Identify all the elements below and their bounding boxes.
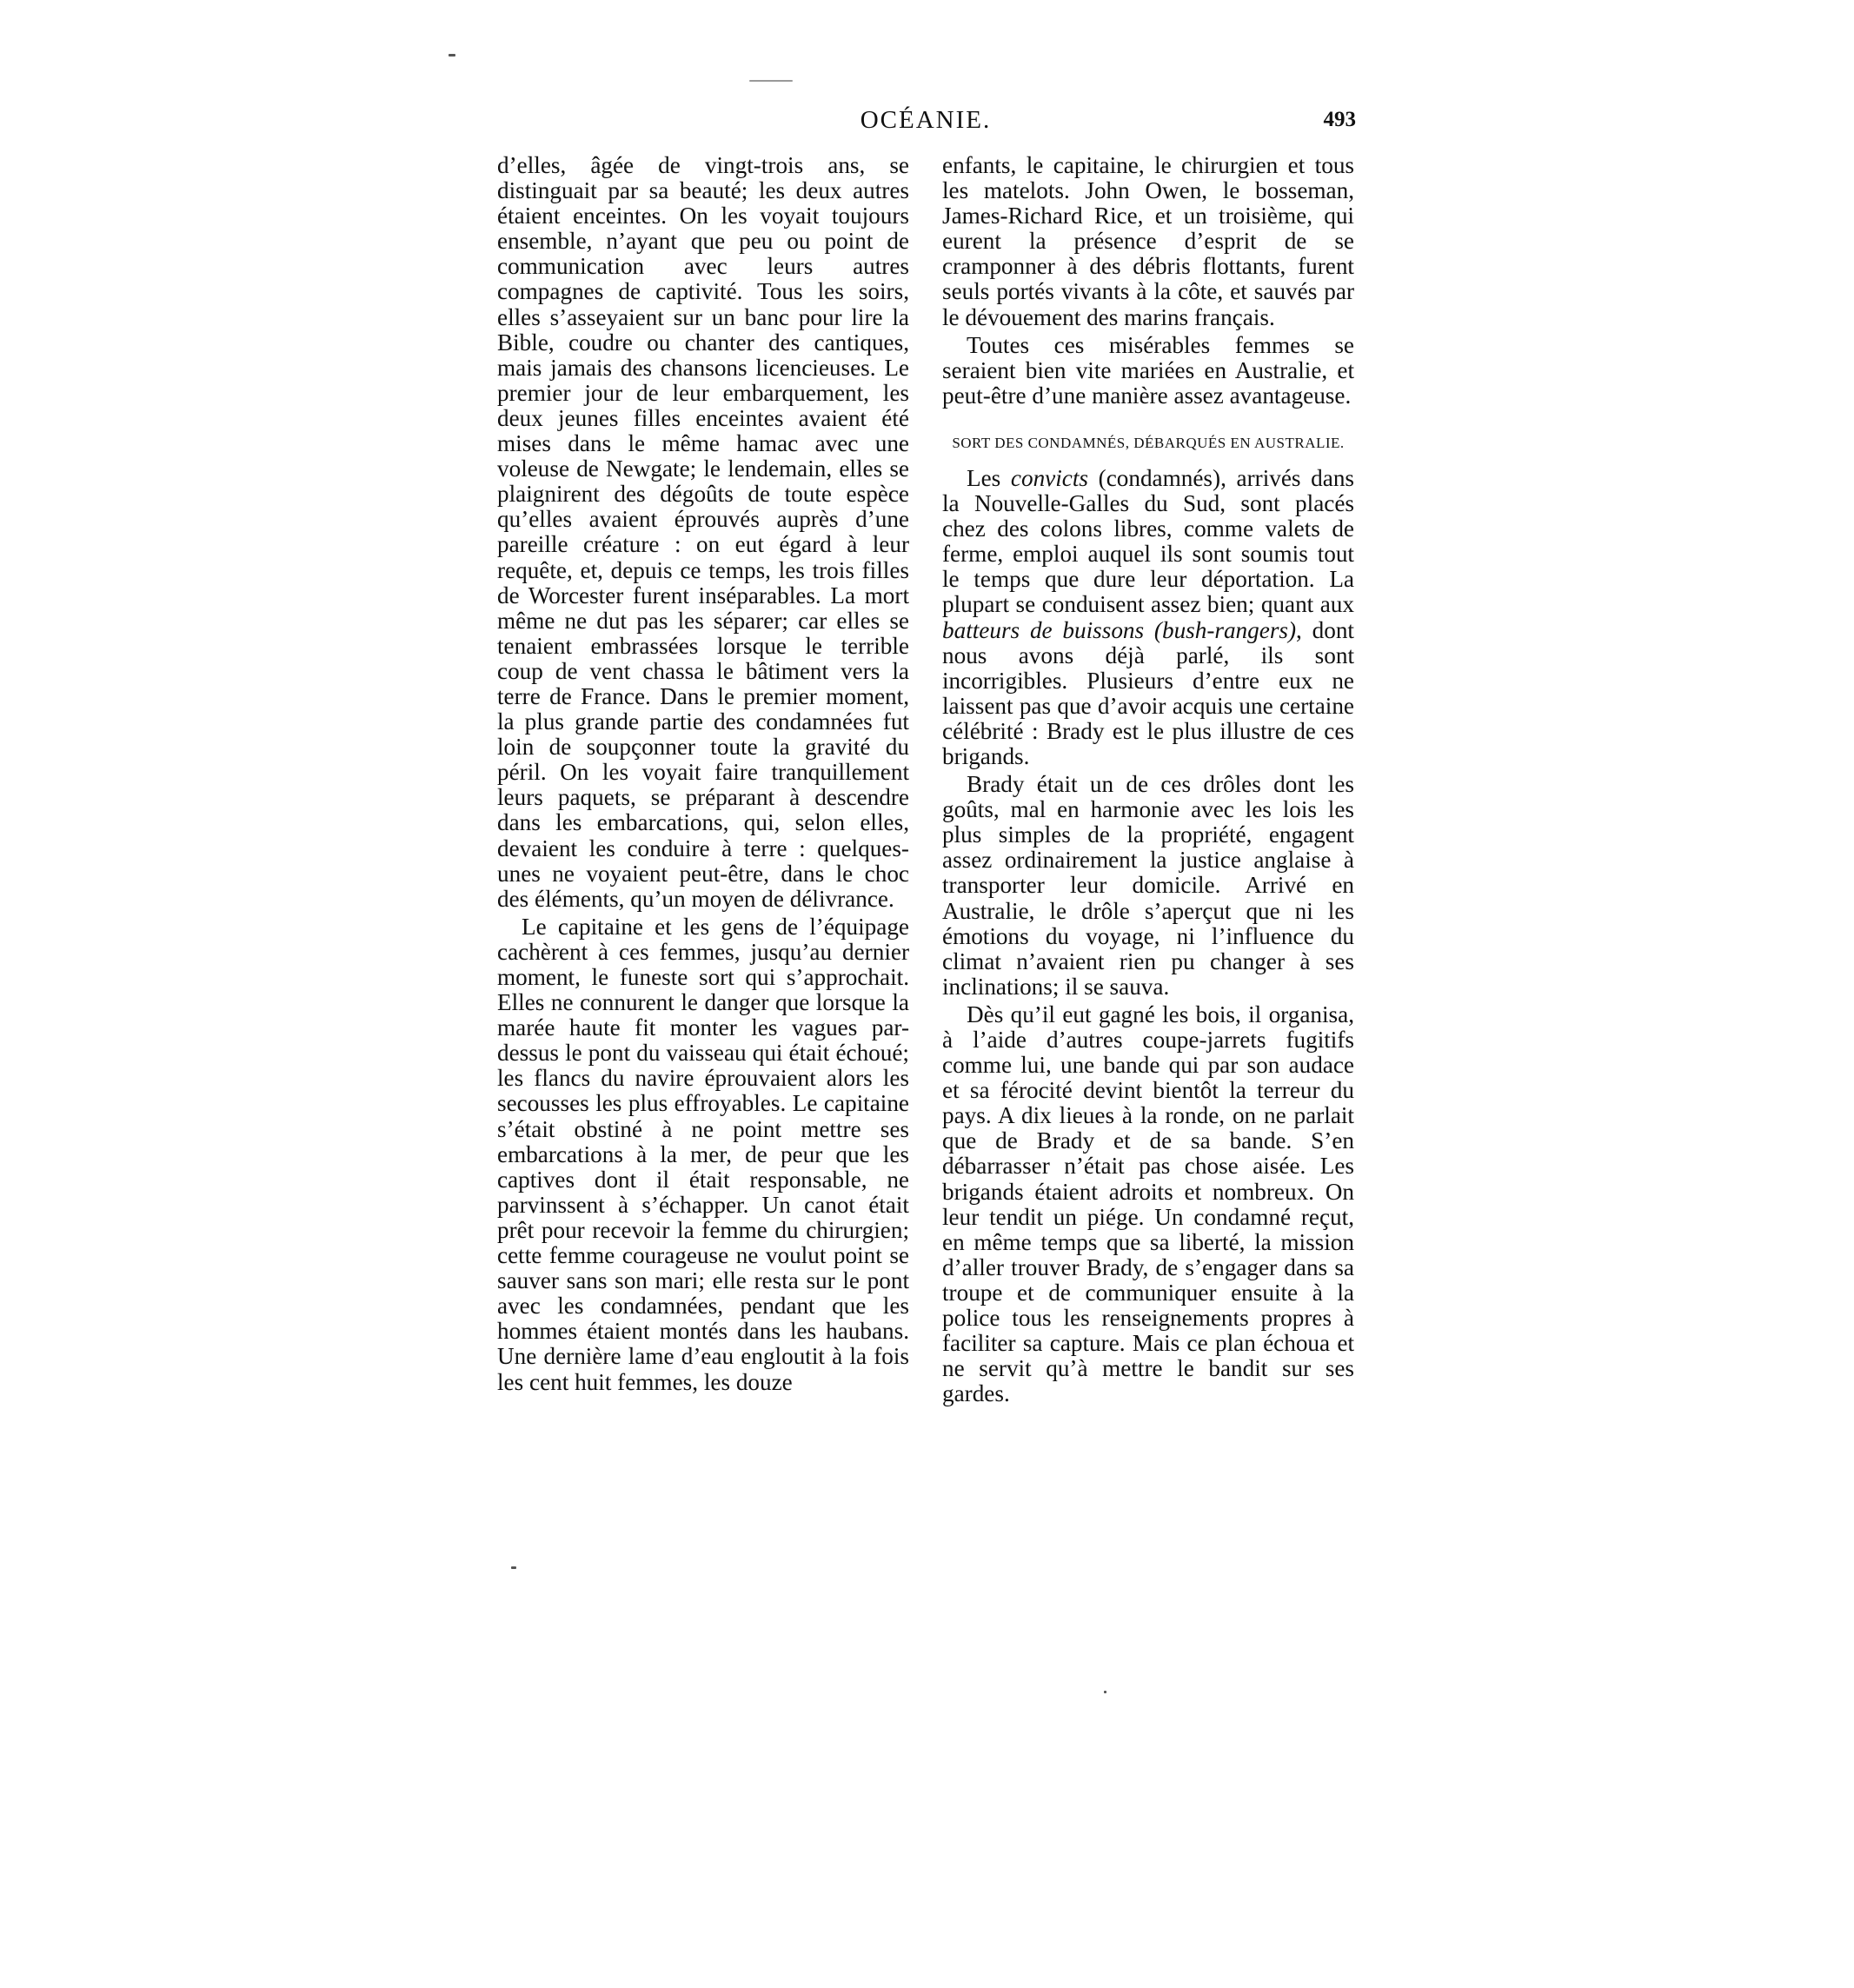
paragraph: Dès qu’il eut gagné les bois, il organisa, à l’aide d’autres coupe-jarrets fugitifs comme lui, une bande qui par son audace et sa férocité devint bientôt la terreur du pays. A dix lieues à la ronde, on ne parlait que de Brady et de sa bande. S’en débarrasser n’était pas chose aisée. Les brigands étaient adroits et nombreux. On leur tendit un piége. Un condamné reçut, en même temps que sa liberté, la mission d’aller trouver Brady, de s’engager dans sa troupe et de communiquer ensuite à la police tous les renseignements propres à faciliter sa capture. Mais ce plan échoua et ne servit qu’à mettre le bandit sur ses gardes. <box>942 1001 1354 1407</box>
paragraph: d’elles, âgée de vingt-trois ans, se distinguait par sa beauté; les deux autres étaient enceintes. On les voyait toujours ensemble, n’ayant que peu ou point de communication avec leurs autres compagnes de captivité. Tous les soirs, elles s’asseyaient sur un banc pour lire la Bible, coudre ou chanter des cantiques, mais jamais des chansons licencieuses. Le premier jour de leur embarquement, les deux jeunes filles enceintes avaient été mises dans le même hamac avec une voleuse de Newgate; le lendemain, elles se plaignirent des dégoûts de toute espèce qu’elles avaient éprouvés auprès d’une pareille créature : on eut égard à leur requête, et, depuis ce temps, les trois filles de Worcester furent inséparables. La mort même ne dut pas les séparer; car elles se tenaient embrassées lorsque le terrible coup de vent chassa le bâtiment vers la terre de France. Dans le premier moment, la plus grande partie des condamnées fut loin de soupçonner toute la gravité du péril. On les voyait faire tranquillement leurs paquets, se préparant à descendre dans les embarcations, qui, selon elles, devaient les conduire à terre : quelques-unes ne voyaient peut-être, dans le choc des éléments, qu’un moyen de délivrance. <box>497 152 909 912</box>
text-run: (condamnés), arrivés dans la Nouvelle-Galles du Sud, sont placés chez des colons libres, comme valets de ferme, emploi auquel ils sont soumis tout le temps que dure leur déportation. La plupart se conduisent assez bien; quant aux <box>942 464 1354 618</box>
text-run: Les <box>967 464 1011 491</box>
section-heading: SORT DES CONDAMNÉS, DÉBARQUÉS EN AUSTRALIE. <box>952 434 1345 451</box>
paragraph: Toutes ces misérables femmes se seraient bien vite mariées en Australie, et peut-être d’une manière assez avantageuse. <box>942 331 1354 409</box>
italic-term: convicts <box>1010 464 1088 491</box>
scan-speck <box>749 80 793 82</box>
page-number: 493 <box>1323 108 1356 131</box>
paragraph: Le capitaine et les gens de l’équipage cachèrent à ces femmes, jusqu’au dernier moment, le funeste sort qui s’approchait. Elles ne connurent le danger que lorsque la marée haute fit monter les vagues par-dessus le pont du vaisseau qui était échoué; les flancs du navire éprouvaient alors les secousses les plus effroyables. Le capitaine s’était obstiné à ne point mettre ses embarcations à la mer, de peur que les captives dont il était responsable, ne parvinssent à s’échapper. Un canot était prêt pour recevoir la femme du chirurgien; cette femme courageuse ne voulut point se sauver sans son mari; elle resta sur le pont avec les condamnées, pendant que les hommes étaient montés dans les haubans. Une dernière lame d’eau engloutit à la fois les cent huit femmes, les douze <box>497 913 909 1395</box>
scan-speck <box>1104 1691 1106 1693</box>
page-title: OCÉANIE. <box>860 106 992 134</box>
right-column <box>942 153 1354 1406</box>
paragraph <box>942 466 1354 769</box>
paragraph: enfants, le capitaine, le chirurgien et tous les matelots. John Owen, le bosseman, James-Richard Rice, et un troisième, qui eurent la présence d’esprit de se cramponner à des débris flottants, furent seuls portés vivants à la côte, et sauvés par le dévouement des marins français. <box>942 152 1354 330</box>
paragraph: Brady était un de ces drôles dont les goûts, mal en harmonie avec les lois les plus simples de la propriété, engagent assez ordinairement la justice anglaise à transporter leur domicile. Arrivé en Australie, le drôle s’aperçut que ni les émotions du voyage, ni l’influence du climat n’avaient rien pu changer à ses inclinations; il se sauva. <box>942 771 1354 1000</box>
italic-term: batteurs de buissons (bush-rangers) <box>942 616 1297 643</box>
scan-speck <box>511 1566 516 1569</box>
left-column <box>497 153 909 1395</box>
scan-speck <box>449 54 455 57</box>
text-run: , dont nous avons déjà parlé, ils sont incorrigibles. Plusieurs d’entre eux ne laissent pas que d’avoir acquis une certaine célébrité : Brady est le plus illustre de ces brigands. <box>942 616 1354 769</box>
running-head <box>495 106 1356 141</box>
